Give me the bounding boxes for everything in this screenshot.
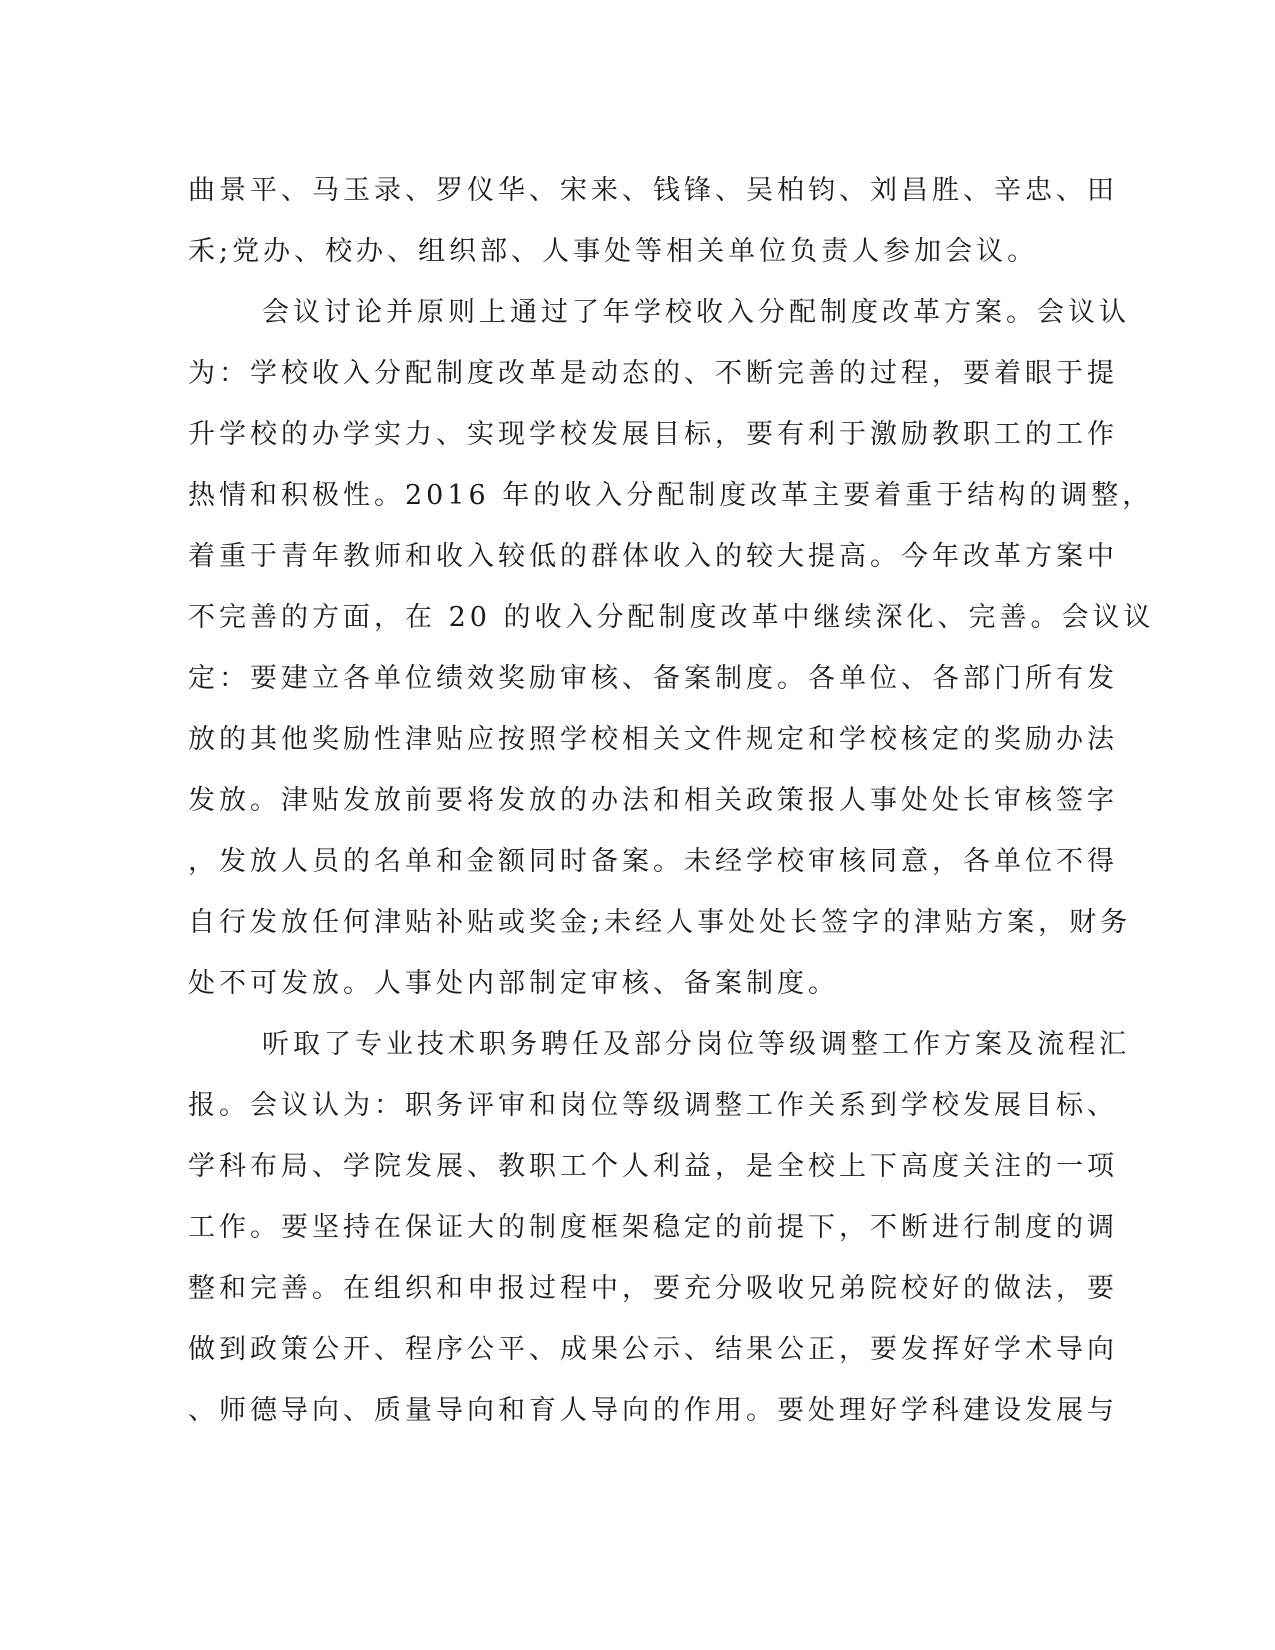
text-line: 为：学校收入分配制度改革是动态的、不断完善的过程，要着眼于提: [188, 358, 1118, 389]
text-line: 发放。津贴发放前要将发放的办法和相关政策报人事处处长审核签字: [188, 785, 1118, 816]
text-line: 听取了专业技术职务聘任及部分岗位等级调整工作方案及流程汇: [262, 1029, 1130, 1060]
text-line: 升学校的办学实力、实现学校发展目标，要有利于激励教职工的工作: [188, 419, 1118, 450]
text-line: 热情和积极性。2016 年的收入分配制度改革主要着重于结构的调整，: [188, 480, 1154, 511]
document-body: [188, 160, 1155, 1441]
text-line: 报。会议认为：职务评审和岗位等级调整工作关系到学校发展目标、: [188, 1090, 1118, 1121]
text-line: 禾;党办、校办、组织部、人事处等相关单位负责人参加会议。: [188, 236, 1039, 267]
text-line: 定：要建立各单位绩效奖励审核、备案制度。各单位、各部门所有发: [188, 663, 1118, 694]
text-line: 曲景平、马玉录、罗仪华、宋来、钱锋、吴柏钧、刘昌胜、辛忠、田: [188, 175, 1118, 206]
paragraph-title-appointment: [188, 1014, 1130, 1441]
text-line: 自行发放任何津贴补贴或奖金;未经人事处处长签字的津贴方案，财务: [188, 907, 1132, 938]
text-line: 整和完善。在组织和申报过程中，要充分吸收兄弟院校好的做法，要: [188, 1273, 1118, 1304]
text-line: 处不可发放。人事处内部制定审核、备案制度。: [188, 968, 839, 999]
paragraph-attendees: [188, 160, 1118, 282]
text-line: 放的其他奖励性津贴应按照学校相关文件规定和学校核定的奖励办法: [188, 724, 1118, 755]
text-line: 、师德导向、质量导向和育人导向的作用。要处理好学科建设发展与: [188, 1395, 1118, 1426]
paragraph-income-reform: [188, 282, 1155, 1014]
text-line: 学科布局、学院发展、教职工个人利益，是全校上下高度关注的一项: [188, 1151, 1118, 1182]
text-line: 做到政策公开、程序公平、成果公示、结果公正，要发挥好学术导向: [188, 1334, 1118, 1365]
text-line: 会议讨论并原则上通过了年学校收入分配制度改革方案。会议认: [262, 297, 1130, 328]
text-line: 工作。要坚持在保证大的制度框架稳定的前提下，不断进行制度的调: [188, 1212, 1118, 1243]
text-line: ，发放人员的名单和金额同时备案。未经学校审核同意，各单位不得: [188, 846, 1118, 877]
text-line: 不完善的方面，在 20 的收入分配制度改革中继续深化、完善。会议议: [188, 602, 1155, 633]
text-line: 着重于青年教师和收入较低的群体收入的较大提高。今年改革方案中: [188, 541, 1118, 572]
